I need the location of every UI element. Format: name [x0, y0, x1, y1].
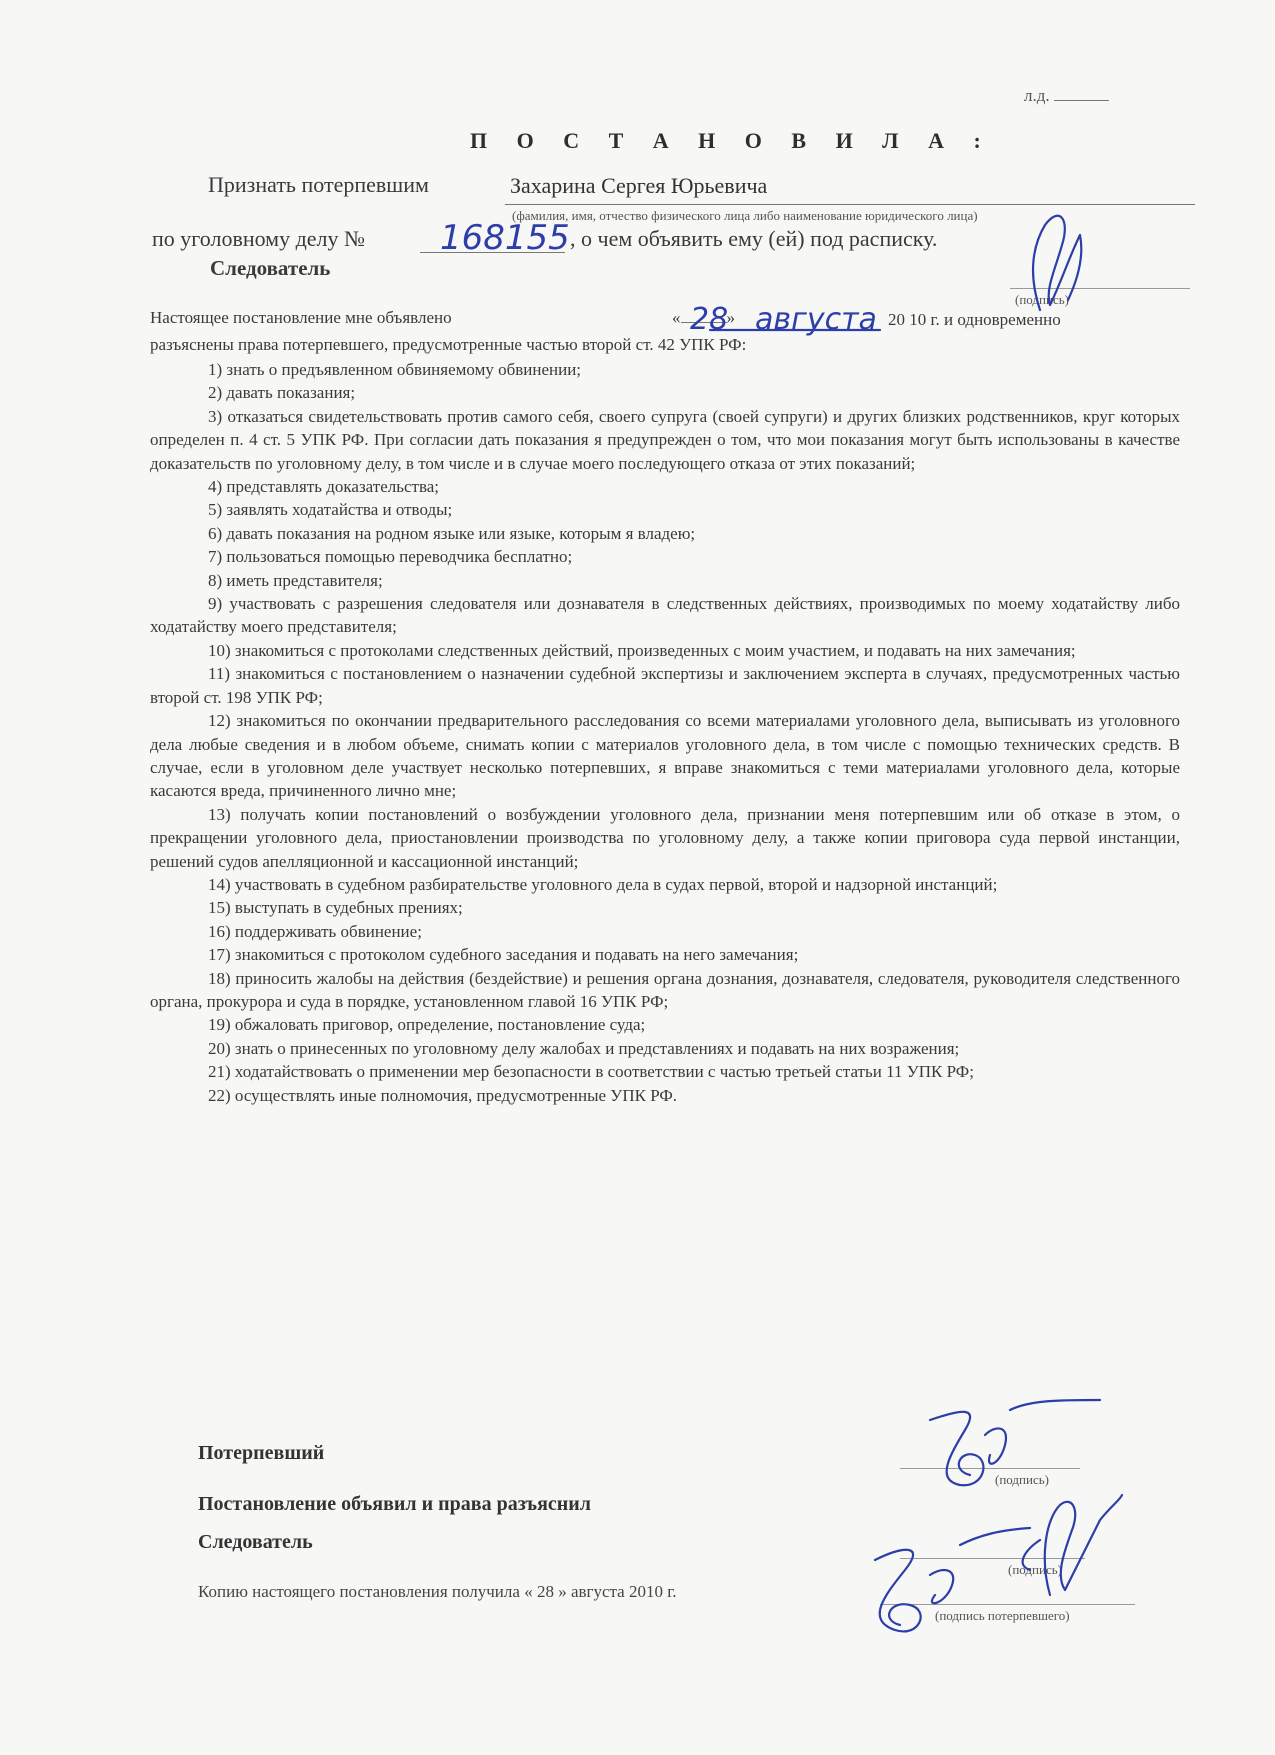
- right-item: 4) представлять доказательства;: [208, 477, 440, 497]
- rights-intro: разъяснены права потерпевшего, предусмотренные частью второй ст. 42 УПК РФ:: [150, 335, 747, 354]
- right-item: 13) получать копии постановлений о возбуждении уголовного дела, признании меня потерпевшим или об отказе в этом, о прекращении уголовного дела, приостановлении производства по уголовному делу, а также копии приговора суда первой инстанции, решений судов апелляционной и кассационной инстанций;: [150, 804, 1180, 871]
- right-item: 11) знакомиться с постановлением о назначении судебной экспертизы и заключением эксперта в случаях, предусмотренных частью второй ст. 198 УПК РФ;: [150, 664, 1180, 707]
- right-item: 7) пользоваться помощью переводчика бесплатно;: [208, 547, 573, 567]
- investigator-signature-line: [1010, 288, 1190, 289]
- investigator-label-2: Следователь: [198, 1531, 313, 1553]
- victim-name: Захарина Сергея Юрьевича: [510, 173, 768, 198]
- victim-signature-line: [900, 1468, 1080, 1469]
- date-month-handwritten: августа: [755, 302, 877, 337]
- right-item: 5) заявлять ходатайства и отводы;: [208, 500, 453, 520]
- victim-label: Потерпевший: [198, 1442, 325, 1464]
- document-title: П О С Т А Н О В И Л А :: [470, 128, 993, 153]
- investigator-label: Следователь: [210, 256, 331, 280]
- right-item: 18) приносить жалобы на действия (бездействие) и решения органа дознания, дознавателя, следователя, руководителя следственного органа, прокурора и суда в порядке, установленном главой 16 УПК РФ;: [150, 968, 1180, 1011]
- right-item: 3) отказаться свидетельствовать против самого себя, своего супруга (своей супруги) и других близких родственников, круг которых определен п. 4 ст. 5 УПК РФ. При согласии дать показания я предупрежден о том, что мои показания могут быть использованы в качестве доказательств по уголовному делу, в том числе и в случае моего последующего отказа от этих показаний;: [150, 406, 1180, 473]
- ld-label: л.д.: [1024, 86, 1050, 105]
- investigator-signature-2: [1023, 1495, 1122, 1595]
- right-item: 10) знакомиться с протоколами следственных действий, произведенных с моим участием, и подавать на них замечания;: [208, 640, 1076, 660]
- investigator-signature-caption: (подпись): [1015, 292, 1069, 307]
- right-item: 16) поддерживать обвинение;: [208, 921, 422, 941]
- victim-name-caption: (фамилия, имя, отчество физического лица либо наименование юридического лица): [512, 208, 978, 223]
- case-number-underline: [420, 252, 565, 253]
- investigator-signature-caption-2: (подпись): [1008, 1562, 1062, 1577]
- recognize-label: Признать потерпевшим: [208, 172, 429, 197]
- victim-receipt-signature-line: [880, 1604, 1135, 1605]
- right-item: 12) знакомиться по окончании предварительного расследования со всеми материалами уголовного дела, выписывать из уголовного дела любые сведения и в любом объеме, снимать копии с материалов уголовного дела, в том числе с помощью технических средств. В случае, если в уголовном деле участвует несколько потерпевших, я вправе знакомиться с теми материалами уголовного дела, которые касаются вреда, причиненного лично мне;: [150, 711, 1180, 801]
- right-item: 19) обжаловать приговор, определение, постановление суда;: [208, 1015, 646, 1035]
- victim-name-underline: [505, 204, 1195, 205]
- case-number-rest: , о чем объявить ему (ей) под расписку.: [570, 226, 938, 251]
- right-item: 14) участвовать в судебном разбирательстве уголовного дела в судах первой, второй и надзорной инстанций;: [208, 874, 998, 894]
- right-item: 8) иметь представителя;: [208, 570, 383, 590]
- date-open-quote: «: [672, 308, 681, 327]
- ld-blank: [1054, 86, 1109, 101]
- case-number-handwritten: 168155: [440, 218, 570, 258]
- rights-list: [150, 358, 1180, 1107]
- right-item: 21) ходатайствовать о применении мер безопасности в соответствии с частью третьей статьи 11 УПК РФ;: [208, 1062, 974, 1082]
- date-day-handwritten: 28: [690, 302, 729, 337]
- right-item: 22) осуществлять иные полномочия, предусмотренные УПК РФ.: [208, 1085, 678, 1105]
- right-item: 15) выступать в судебных прениях;: [208, 898, 463, 918]
- announced-label: Постановление объявил и права разъяснил: [198, 1493, 592, 1515]
- victim-signature-caption: (подпись): [995, 1472, 1049, 1487]
- right-item: 9) участвовать с разрешения следователя или дознавателя в следственных действиях, производимых по моему ходатайству либо ходатайству моего представителя;: [150, 594, 1180, 637]
- copy-received-text: Копию настоящего постановления получила « 28 » августа 2010 г.: [198, 1582, 677, 1601]
- investigator-signature-line-2: [900, 1558, 1085, 1559]
- right-item: 20) знать о принесенных по уголовному делу жалобах и представлениях и подавать на них возражения;: [208, 1038, 960, 1058]
- case-file-sheet-ref: [1024, 86, 1109, 106]
- date-year-rest: 20 10 г. и одновременно: [888, 310, 1061, 329]
- right-item: 6) давать показания на родном языке или языке, которым я владею;: [208, 523, 696, 543]
- date-close-quote: »: [726, 308, 735, 327]
- announcement-text: Настоящее постановление мне объявлено: [150, 308, 452, 327]
- right-item: 2) давать показания;: [208, 383, 356, 403]
- right-item: 1) знать о предъявленном обвиняемому обвинении;: [208, 360, 582, 379]
- right-item: 17) знакомиться с протоколом судебного заседания и подавать на него замечания;: [208, 945, 799, 965]
- victim-receipt-signature-caption: (подпись потерпевшего): [935, 1608, 1070, 1623]
- case-number-label: по уголовному делу №: [152, 226, 366, 251]
